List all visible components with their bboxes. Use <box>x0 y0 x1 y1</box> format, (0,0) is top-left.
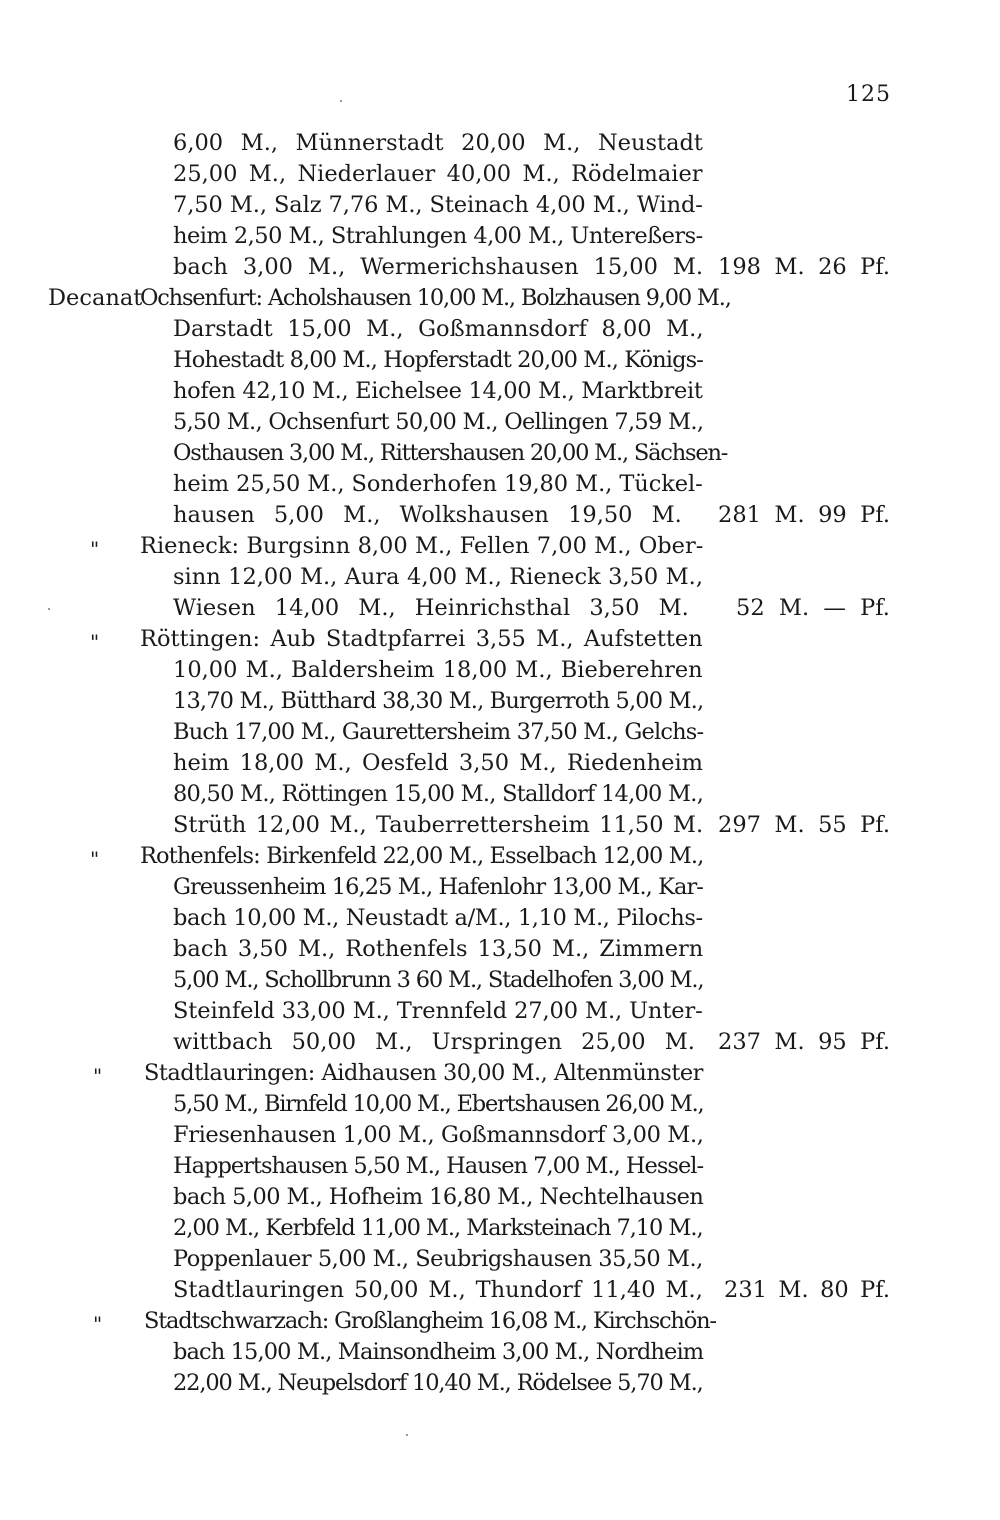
text-line: Röttingen: Aub Stadtpfarrei 3,55 M., Aufstetten <box>140 626 703 652</box>
text-line: 6,00 M., Münnerstadt 20,00 M., Neustadt <box>173 130 703 156</box>
decanat-label: Decanat <box>48 285 143 311</box>
ditto-mark: " <box>90 537 100 561</box>
text-line: Ochsenfurt: Acholshausen 10,00 M., Bolzhausen 9,00 M., <box>140 285 731 311</box>
text-line: bach 5,00 M., Hofheim 16,80 M., Nechtelhausen <box>173 1184 704 1210</box>
text-line: Poppenlauer 5,00 M., Seubrigshausen 35,50 M., <box>173 1246 703 1272</box>
text-line: Osthausen 3,00 M., Rittershausen 20,00 M., Sächsen- <box>173 440 728 466</box>
pfennig-unit: Pf. <box>860 254 890 280</box>
marks-unit: M. <box>774 1029 805 1055</box>
total-pfennig: 80 <box>820 1277 849 1303</box>
marks-unit: M. <box>778 595 810 621</box>
pfennig-unit: Pf. <box>860 1029 890 1055</box>
entry-total <box>718 1027 890 1058</box>
text-line: bach 15,00 M., Mainsondheim 3,00 M., Nordheim <box>173 1339 704 1365</box>
ditto-mark: " <box>93 1312 103 1336</box>
text-line: Stadtschwarzach: Großlangheim 16,08 M., Kirchschön- <box>144 1308 716 1334</box>
text-line: Wiesen 14,00 M., Heinrichsthal 3,50 M. <box>173 595 689 621</box>
scan-speck <box>48 608 50 610</box>
text-line: 10,00 M., Baldersheim 18,00 M., Bieberehren <box>173 657 703 683</box>
ditto-mark: " <box>90 847 100 871</box>
scan-speck <box>340 100 342 102</box>
total-marks: 198 <box>718 254 761 280</box>
text-line: Hohestadt 8,00 M., Hopferstadt 20,00 M., Königs- <box>173 347 703 373</box>
marks-unit: M. <box>778 1277 809 1303</box>
marks-unit: M. <box>774 812 805 838</box>
text-line: bach 10,00 M., Neustadt a/M., 1,10 M., Pilochs- <box>173 905 703 931</box>
text-line: hofen 42,10 M., Eichelsee 14,00 M., Marktbreit <box>173 378 703 404</box>
total-marks: 231 <box>724 1277 767 1303</box>
total-pfennig: 26 <box>818 254 847 280</box>
ditto-mark: " <box>90 630 100 654</box>
total-marks: 237 <box>718 1029 761 1055</box>
text-line: 13,70 M., Bütthard 38,30 M., Burgerroth 5,00 M., <box>173 688 704 714</box>
scan-speck <box>406 1434 408 1436</box>
text-line: Buch 17,00 M., Gaurettersheim 37,50 M., Gelchs- <box>173 719 704 745</box>
text-line: Greussenheim 16,25 M., Hafenlohr 13,00 M., Kar- <box>173 874 703 900</box>
total-pfennig: 99 <box>818 502 847 528</box>
text-line: 7,50 M., Salz 7,76 M., Steinach 4,00 M., Wind- <box>173 192 703 218</box>
pfennig-unit: Pf. <box>860 595 890 621</box>
total-pfennig: — <box>823 595 846 621</box>
ditto-mark: " <box>93 1064 103 1088</box>
text-line: hausen 5,00 M., Wolkshausen 19,50 M. <box>173 502 682 528</box>
text-line: Strüth 12,00 M., Tauberrettersheim 11,50 M. <box>173 812 704 838</box>
total-pfennig: 95 <box>818 1029 847 1055</box>
page-number: 125 <box>846 82 891 107</box>
text-line: Darstadt 15,00 M., Goßmannsdorf 8,00 M., <box>173 316 704 342</box>
text-line: Friesenhausen 1,00 M., Goßmannsdorf 3,00 M., <box>173 1122 704 1148</box>
text-line: Happertshausen 5,50 M., Hausen 7,00 M., Hessel- <box>173 1153 704 1179</box>
text-line: bach 3,50 M., Rothenfels 13,50 M., Zimmern <box>173 936 704 962</box>
text-line: Rieneck: Burgsinn 8,00 M., Fellen 7,00 M., Ober- <box>140 533 704 559</box>
text-line: Steinfeld 33,00 M., Trennfeld 27,00 M., Unter- <box>173 998 703 1024</box>
entry-total <box>718 500 890 531</box>
marks-unit: M. <box>774 254 805 280</box>
text-line: 2,00 M., Kerbfeld 11,00 M., Marksteinach 7,10 M., <box>173 1215 703 1241</box>
text-line: 80,50 M., Röttingen 15,00 M., Stalldorf 14,00 M., <box>173 781 704 807</box>
text-line: heim 25,50 M., Sonderhofen 19,80 M., Tückel- <box>173 471 703 497</box>
total-marks: 281 <box>718 502 761 528</box>
total-pfennig: 55 <box>818 812 847 838</box>
text-line: Stadtlauringen: Aidhausen 30,00 M., Altenmünster <box>144 1060 703 1086</box>
text-line: 5,00 M., Schollbrunn 3 60 M., Stadelhofen 3,00 M., <box>173 967 704 993</box>
text-line: 5,50 M., Birnfeld 10,00 M., Ebertshausen 26,00 M., <box>173 1091 704 1117</box>
text-line: bach 3,00 M., Wermerichshausen 15,00 M. <box>173 254 704 280</box>
pfennig-unit: Pf. <box>860 1277 890 1303</box>
entry-total <box>718 810 890 841</box>
text-line: 5,50 M., Ochsenfurt 50,00 M., Oellingen 7,59 M., <box>173 409 704 435</box>
text-line: sinn 12,00 M., Aura 4,00 M., Rieneck 3,50 M., <box>173 564 703 590</box>
entry-total <box>724 1275 890 1306</box>
text-line: Rothenfels: Birkenfeld 22,00 M., Esselbach 12,00 M., <box>140 843 704 869</box>
pfennig-unit: Pf. <box>860 502 890 528</box>
marks-unit: M. <box>774 502 805 528</box>
entry-total <box>736 593 890 624</box>
pfennig-unit: Pf. <box>860 812 890 838</box>
text-line: wittbach 50,00 M., Urspringen 25,00 M. <box>173 1029 695 1055</box>
total-marks: 297 <box>718 812 761 838</box>
text-line: 25,00 M., Niederlauer 40,00 M., Rödelmaier <box>173 161 703 187</box>
text-line: 22,00 M., Neupelsdorf 10,40 M., Rödelsee 5,70 M., <box>173 1370 703 1396</box>
text-line: heim 2,50 M., Strahlungen 4,00 M., Untereßers- <box>173 223 703 249</box>
text-line: Stadtlauringen 50,00 M., Thundorf 11,40 M., <box>173 1277 703 1303</box>
text-line: heim 18,00 M., Oesfeld 3,50 M., Riedenheim <box>173 750 703 776</box>
total-marks: 52 <box>736 595 765 621</box>
entry-total <box>718 252 890 283</box>
